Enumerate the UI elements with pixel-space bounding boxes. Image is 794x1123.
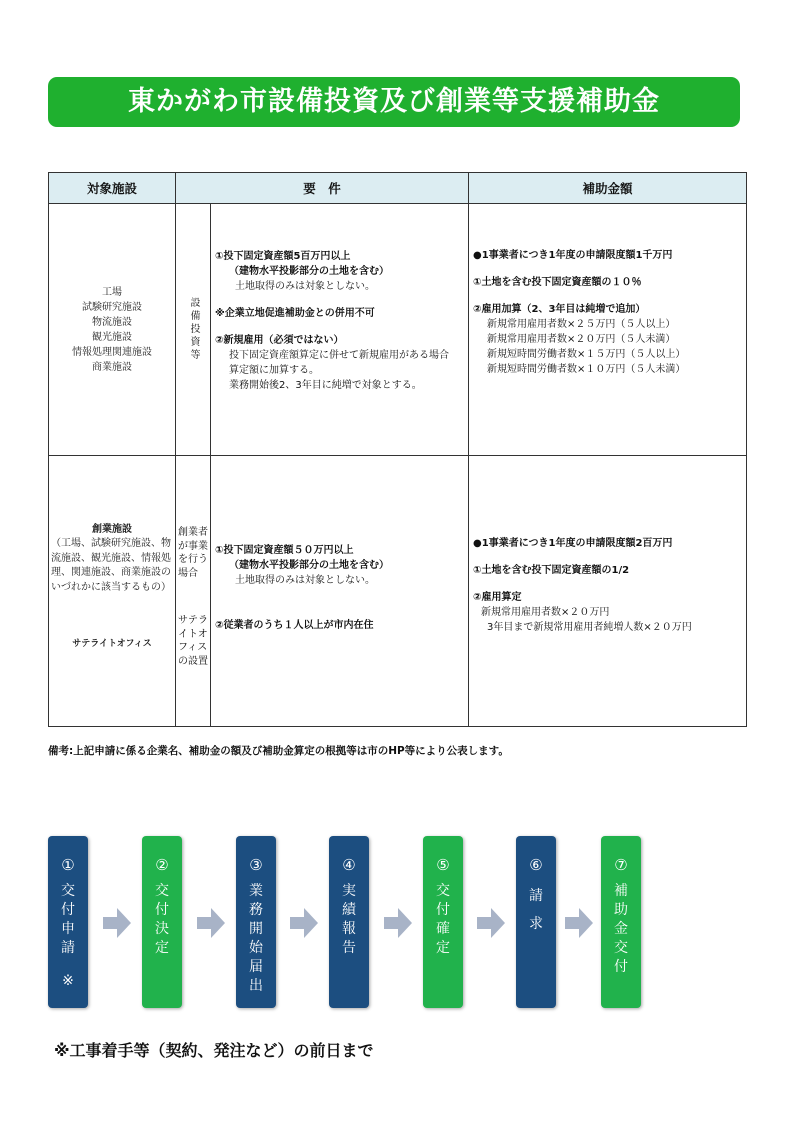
amount-line: 新規常用雇用者数×２０万円（５人未満） xyxy=(487,334,676,345)
category-startup: 創業者が事業を行う場合 xyxy=(178,527,208,579)
facility-item: 情報処理関連施設 xyxy=(72,346,152,358)
step-claim xyxy=(516,836,556,1008)
arrow-right-icon xyxy=(565,908,593,938)
arrow-right-icon xyxy=(103,908,131,938)
req-line: （建物水平投影部分の土地を含む） xyxy=(229,560,389,571)
amount-line: 新規常用雇用者数×２５万円（５人以上） xyxy=(487,319,676,330)
amount-cell xyxy=(469,456,747,727)
step-number: ① xyxy=(61,856,75,874)
step-application xyxy=(48,836,88,1008)
header-facilities: 対象施設 xyxy=(49,173,176,204)
req-line: ①投下固定資産額５０万円以上 xyxy=(215,545,354,556)
arrow-right-icon xyxy=(384,908,412,938)
step-payment xyxy=(601,836,641,1008)
req-line: 土地取得のみは対象としない。 xyxy=(235,575,375,586)
step-label: 交付確定 xyxy=(436,883,450,956)
step-number: ② xyxy=(155,856,169,874)
step-start-notice xyxy=(236,836,276,1008)
req-line: （建物水平投影部分の土地を含む） xyxy=(229,266,389,277)
req-line: ②従業者のうち１人以上が市内在住 xyxy=(215,620,374,631)
remarks-note: 備考:上記申請に係る企業名、補助金の額及び補助金算定の根拠等は市のHP等により公表します。 xyxy=(48,745,509,757)
amount-line: 新規短時間労働者数×１５万円（５人以上） xyxy=(487,349,686,360)
facility-item: 観光施設 xyxy=(92,331,132,343)
req-line: ※企業立地促進補助金との併用不可 xyxy=(215,308,375,319)
facility-item: 試験研究施設 xyxy=(82,301,142,313)
header-requirements: 要 件 xyxy=(176,173,469,204)
requirements-cell xyxy=(211,456,469,727)
req-line: 算定額に加算する。 xyxy=(229,365,319,376)
amount-line: ①土地を含む投下固定資産額の１０％ xyxy=(473,277,642,288)
facility-item: 商業施設 xyxy=(92,361,132,373)
requirements-cell xyxy=(211,204,469,456)
amount-line: ●1事業者につき1年度の申請限度額1千万円 xyxy=(473,250,673,261)
amount-line: ②雇用算定 xyxy=(473,592,522,603)
amount-line: 新規常用雇用者数×２０万円 xyxy=(481,607,610,618)
step-number: ⑦ xyxy=(614,856,628,874)
startup-facility-desc: （工場、試験研究施設、物流施設、観光施設、情報処理、関連施設、商業施設のいづれかに該当するもの） xyxy=(51,538,171,593)
step-asterisk: ※ xyxy=(62,973,74,989)
req-line: 業務開始後2、3年目に純増で対象とする。 xyxy=(229,380,422,391)
table-row xyxy=(49,204,747,456)
startup-facility-title: 創業施設 xyxy=(92,524,132,535)
step-number: ④ xyxy=(342,856,356,874)
arrow-right-icon xyxy=(290,908,318,938)
table-row xyxy=(49,456,747,727)
step-label: 請 求 xyxy=(529,888,543,932)
amount-line: ②雇用加算（2、3年目は純増で追加） xyxy=(473,304,646,315)
step-report xyxy=(329,836,369,1008)
satellite-office-label: サテライトオフィス xyxy=(72,639,152,649)
arrow-right-icon xyxy=(197,908,225,938)
table-header-row xyxy=(49,173,747,204)
step-label: 交付申請 xyxy=(61,883,75,956)
step-label: 業務開始届出 xyxy=(249,883,263,994)
arrow-right-icon xyxy=(477,908,505,938)
step-decision xyxy=(142,836,182,1008)
header-amount: 補助金額 xyxy=(469,173,747,204)
step-number: ③ xyxy=(249,856,263,874)
req-line: ①投下固定資産額5百万円以上 xyxy=(215,251,351,262)
amount-line: ●1事業者につき1年度の申請限度額2百万円 xyxy=(473,538,673,549)
step-confirmation xyxy=(423,836,463,1008)
step-number: ⑥ xyxy=(529,856,543,874)
category-satellite: サテライトオフィスの設置 xyxy=(178,615,208,667)
amount-line: 3年目まで新規常用雇用者純増人数×２０万円 xyxy=(487,622,692,633)
facility-item: 物流施設 xyxy=(92,316,132,328)
step-label: 補助金交付 xyxy=(614,883,628,975)
page-title: 東かがわ市設備投資及び創業等支援補助金 xyxy=(48,77,740,127)
amount-line: ①土地を含む投下固定資産額の1/2 xyxy=(473,565,630,576)
step-label: 交付決定 xyxy=(155,883,169,956)
footnote: ※工事着手等（契約、発注など）の前日まで xyxy=(54,1041,374,1060)
category-cell xyxy=(176,456,211,727)
facility-item: 工場 xyxy=(102,286,122,298)
amount-line: 新規短時間労働者数×１０万円（５人未満） xyxy=(487,364,686,375)
facility-list xyxy=(49,204,176,456)
req-line: 土地取得のみは対象としない。 xyxy=(235,281,375,292)
step-label: 実績報告 xyxy=(342,883,356,956)
category-label: 設備投資等 xyxy=(188,297,199,362)
step-number: ⑤ xyxy=(436,856,450,874)
startup-facility-cell xyxy=(49,456,176,727)
category-cell xyxy=(176,204,211,456)
subsidy-table xyxy=(48,172,747,727)
amount-cell xyxy=(469,204,747,456)
req-line: 投下固定資産額算定に併せて新規雇用がある場合 xyxy=(229,350,449,361)
req-line: ②新規雇用（必須ではない） xyxy=(215,335,344,346)
